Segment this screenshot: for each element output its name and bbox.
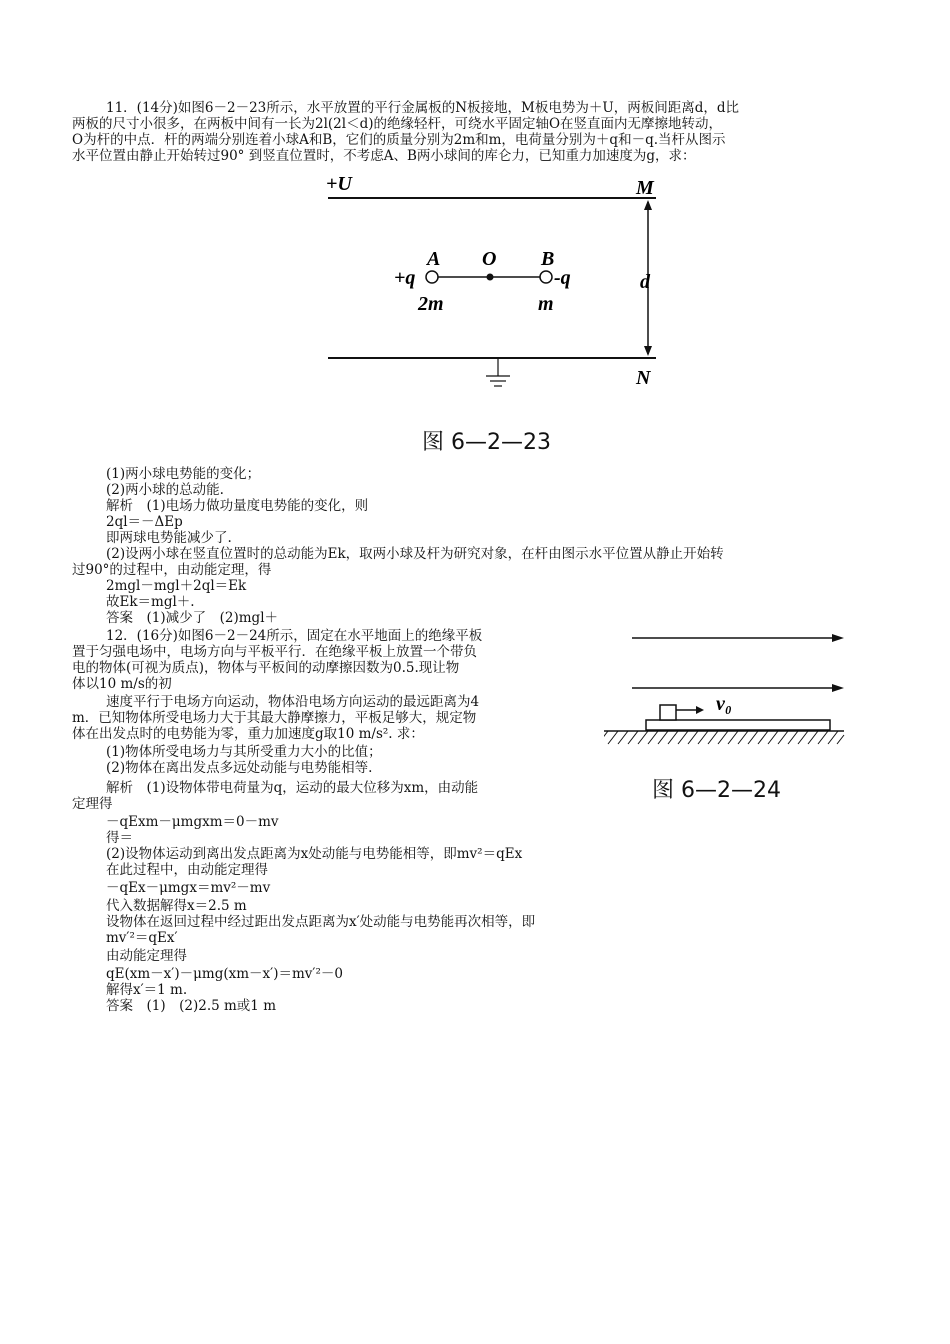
p12-line-7: 体在出发点时的电势能为零，重力加速度g取10 m/s². 求： xyxy=(72,726,424,742)
p11-solution-2: 2ql＝－ΔEp xyxy=(106,514,183,530)
velocity-label: v₀ xyxy=(716,693,732,715)
m-plate-label: M xyxy=(636,177,654,199)
p12-solution-3: －qExm－μmgxm＝0－mv xyxy=(106,814,279,830)
charged-object xyxy=(660,705,676,720)
mass-a-label: 2m xyxy=(418,293,444,315)
ball-a xyxy=(426,271,438,283)
p12-line-4: 体以10 m/s的初 xyxy=(72,676,172,692)
figure-6-2-24 xyxy=(604,620,854,750)
p12-line-1: 12．(16分)如图6－2－24所示，固定在水平地面上的绝缘平板 xyxy=(106,628,483,644)
figure-caption-6-2-24: 图 6—2—24 xyxy=(652,778,781,803)
p11-answer: 答案 (1)减少了 (2)mgl＋ xyxy=(106,610,279,626)
mass-b-label: m xyxy=(538,293,554,315)
insulating-plate xyxy=(646,720,830,730)
p12-line-2: 置于匀强电场中，电场方向与平板平行．在绝缘平板上放置一个带负 xyxy=(72,644,477,660)
field-arrow-bottom-head xyxy=(832,684,844,692)
p12-solution-4: 得＝ xyxy=(106,830,133,846)
figure-6-2-23 xyxy=(320,170,680,400)
p11-solution-7: 故Ek＝mgl＋. xyxy=(106,594,195,610)
p11-solution-1: 解析 (1)电场力做功量度电势能的变化，则 xyxy=(106,498,369,514)
charge-a-label: +q xyxy=(394,267,416,289)
figure-caption-6-2-23: 图 6—2—23 xyxy=(422,430,551,455)
p11-question-1: (1)两小球电势能的变化； xyxy=(106,466,261,482)
p12-solution-11: 由动能定理得 xyxy=(106,948,187,964)
p12-solution-5: (2)设物体运动到离出发点距离为x处动能与电势能相等，即mv²＝qEx xyxy=(106,846,523,862)
p12-solution-9: 设物体在返回过程中经过距出发点距离为x′处动能与电势能再次相等，即 xyxy=(106,914,536,930)
p11-solution-3: 即两球电势能减少了. xyxy=(106,530,232,546)
plus-u-label: +U xyxy=(326,173,352,195)
p12-question-2: (2)物体在离出发点多远处动能与电势能相等. xyxy=(106,760,373,776)
p12-solution-1: 解析 (1)设物体带电荷量为q，运动的最大位移为xm，由动能 xyxy=(106,780,479,796)
ground-icon xyxy=(486,358,510,386)
p12-solution-7: －qEx－μmgx＝mv²－mv xyxy=(106,880,271,896)
p11-solution-4: (2)设两小球在竖直位置时的总动能为Ek，取两小球及杆为研究对象，在杆由图示水平位置从静止开始转 xyxy=(106,546,724,562)
p12-solution-12: qE(xm－x′)－μmg(xm－x′)＝mv′²－0 xyxy=(106,966,343,982)
velocity-arrow-head xyxy=(696,706,704,714)
charge-b-label: -q xyxy=(554,267,571,289)
p12-answer: 答案 (1) (2)2.5 m或1 m xyxy=(106,998,276,1014)
p12-solution-2: 定理得 xyxy=(72,796,113,812)
p12-solution-13: 解得x′＝1 m. xyxy=(106,982,188,998)
axis-o xyxy=(487,274,494,281)
field-arrow-top-head xyxy=(832,634,844,642)
p11-line-2: 两板的尺寸小很多，在两板中间有一长为2l(2l＜d)的绝缘轻杆，可绕水平固定轴O在竖直面内无摩擦地转动， xyxy=(72,116,723,132)
p12-solution-6: 在此过程中，由动能定理得 xyxy=(106,862,268,878)
p12-solution-8: 代入数据解得x＝2.5 m xyxy=(106,898,247,914)
p11-solution-5: 过90°的过程中，由动能定理，得 xyxy=(72,562,272,578)
p12-line-5: 速度平行于电场方向运动，物体沿电场方向运动的最远距离为4 xyxy=(106,694,480,710)
ball-b xyxy=(540,271,552,283)
p12-question-1: (1)物体所受电场力与其所受重力大小的比值； xyxy=(106,744,382,760)
p11-solution-6: 2mgl－mgl＋2ql＝Ek xyxy=(106,578,247,594)
p11-line-1: 11．(14分)如图6－2－23所示，水平放置的平行金属板的N板接地，M板电势为＋U，两板间距离d，d比 xyxy=(106,100,740,116)
ground-hatching xyxy=(604,731,844,744)
distance-arrow-bottom-head xyxy=(644,346,652,356)
distance-arrow-top-head xyxy=(644,200,652,210)
distance-label: d xyxy=(640,271,650,293)
p12-line-3: 电的物体(可视为质点)，物体与平板间的动摩擦因数为0.5.现让物 xyxy=(72,660,460,676)
p11-line-3: O为杆的中点．杆的两端分别连着小球A和B，它们的质量分别为2m和m，电荷量分别为＋q和－q.当杆从图示 xyxy=(72,132,726,148)
ball-b-label: B xyxy=(541,248,555,270)
p12-solution-10: mv′²＝qEx′ xyxy=(106,930,178,946)
n-plate-label: N xyxy=(636,367,651,389)
p11-line-4: 水平位置由静止开始转过90° 到竖直位置时，不考虑A、B两小球间的库仑力，已知重力加速度为g，求： xyxy=(72,148,696,164)
ball-a-label: A xyxy=(427,248,441,270)
p11-question-2: (2)两小球的总动能. xyxy=(106,482,224,498)
p12-line-6: m．已知物体所受电场力大于其最大静摩擦力，平板足够大，规定物 xyxy=(72,710,477,726)
axis-o-label: O xyxy=(482,248,497,270)
